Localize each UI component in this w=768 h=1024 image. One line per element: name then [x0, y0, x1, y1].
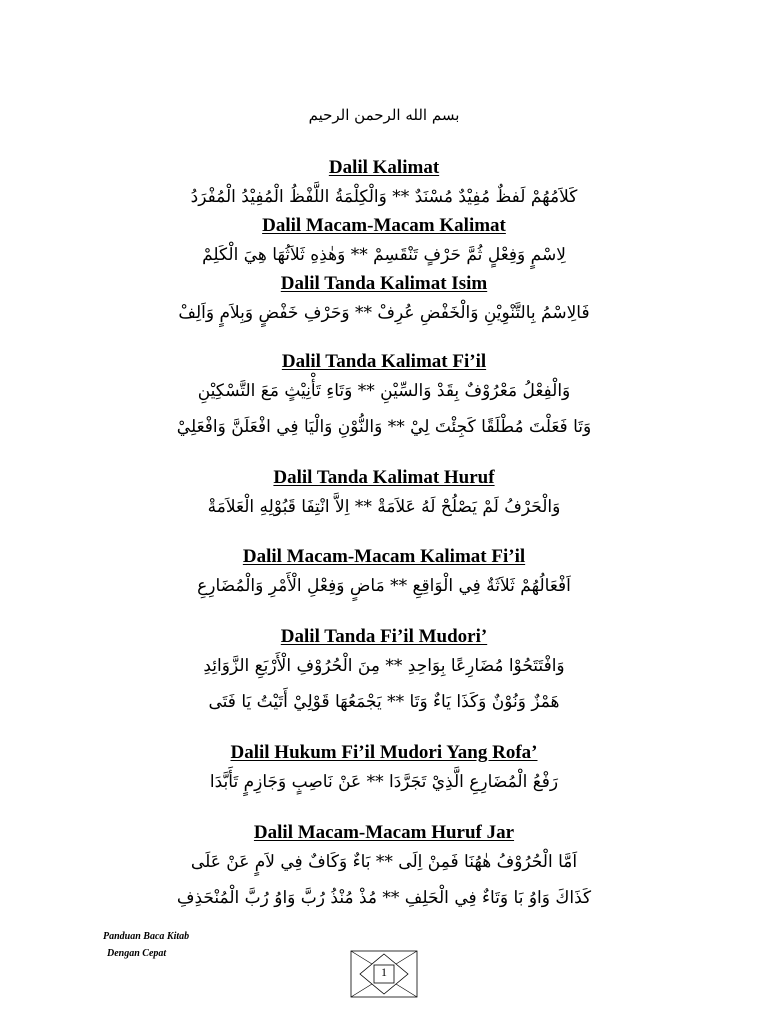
section-heading: Dalil Tanda Kalimat Fi’il [281, 351, 487, 372]
arabic-verse: وَافْتَتَحُوْا مُضَارِعًا بِوَاحِدِ ** مِنَ الْحُرُوْفِ الْأَرْبَعِ الزَّوَائِدِ [203, 656, 565, 676]
arabic-verse: وَالْحَرْفُ لَمْ يَصْلُحْ لَهُ عَلاَمَةْ ** اِلاَّ انْتِفَا قَبُوْلِهِ الْعَلاَمَةْ [207, 497, 561, 517]
arabic-verse: لِاسْمٍ وَفِعْلٍ ثُمَّ حَرْفٍ تَنْقَسِمْ ** وَهٰذِهِ ثَلاَثُهَا هِيَ الْكَلِمْ [202, 245, 566, 265]
arabic-verse: كَذَاكَ وَاوُ بَا وَتَاءٌ فِي الْحَلِفِ ** مُذْ مُنْذُ رُبَّ وَاوُ رُبَّ الْمُنْحَذِفِ [176, 888, 592, 908]
section-macam-fiil [0, 546, 768, 604]
footer-line: Panduan Baca Kitab [103, 931, 190, 942]
section-heading: Dalil Hukum Fi’il Mudori Yang Rofa’ [230, 742, 538, 763]
section-heading: Dalil Tanda Fi’il Mudori’ [280, 626, 488, 647]
section-dalil-kalimat [0, 157, 768, 215]
basmala: بسم الله الرحمن الرحيم [308, 106, 460, 124]
section-tanda-mudori [0, 626, 768, 720]
footer-title [103, 928, 189, 962]
section-heading: Dalil Macam-Macam Kalimat Fi’il [242, 546, 526, 567]
section-hukum-mudori [0, 742, 768, 800]
arabic-verse: وَتَا فَعَلْتَ مُطْلَقًا كَجِئْتَ لِيْ ** وَالنُّوْنِ وَالْيَا فِي افْعَلَنَّ وَافْعَلِيْ [176, 417, 592, 437]
arabic-verse: اَفْعَالُهُمْ ثَلاَثَةٌ فِي الْوَاقِعِ ** مَاضٍ وَفِعْلِ الْأَمْرِ وَالْمُضَارِعِ [197, 576, 571, 596]
arabic-verse: كَلاَمُهُمْ لَفظٌ مُفِيْدٌ مُسْنَدٌ ** وَالْكِلْمَةُ اللَّفْظُ الْمُفِيْدُ الْمُفْرَدُ [190, 187, 578, 207]
arabic-verse: هَمْزٌ وَنُوْنٌ وَكَذَا يَاءٌ وَتَا ** يَجْمَعُهَا قَوْلِيْ أَتَيْتُ يَا فَتَى [208, 692, 560, 712]
page-number-box [350, 950, 418, 998]
section-heading: Dalil Tanda Kalimat Isim [280, 273, 488, 294]
arabic-verse: فَالِاسْمُ بِالتَّنْوِيْنِ وَالْخَفْضِ عُرِفْ ** وَحَرْفِ خَفْضٍ وَبِلاَمٍ وَاَلِفْ [178, 303, 590, 323]
footer-line: Dengan Cepat [107, 948, 167, 959]
arabic-verse: اَمَّا الْحُرُوْفُ هٰهُنَا فَمِنْ اِلَى ** بَاءٌ وَكَافٌ فِي لاَمٍ عَنْ عَلَى [190, 852, 578, 872]
page-number: 1 [381, 965, 387, 979]
section-tanda-huruf [0, 467, 768, 525]
section-heading: Dalil Tanda Kalimat Huruf [273, 467, 495, 488]
section-heading: Dalil Macam-Macam Huruf Jar [253, 822, 515, 843]
section-macam-kalimat [0, 215, 768, 273]
arabic-verse: وَالْفِعْلُ مَعْرُوْفٌ بِقَدْ وَالسِّيْنِ ** وَتَاءِ تَأْنِيْثٍ مَعَ التَّسْكِيْنِ [197, 381, 571, 401]
section-heading: Dalil Macam-Macam Kalimat [262, 215, 506, 236]
section-heading: Dalil Kalimat [328, 157, 440, 178]
section-huruf-jar [0, 822, 768, 916]
arabic-verse: رَفْعُ الْمُضَارِعِ الَّذِيْ تَجَرَّدَا ** عَنْ نَاصِبٍ وَجَازِمٍ تَأَبَّدَا [209, 772, 559, 792]
section-tanda-isim [0, 273, 768, 331]
section-tanda-fiil [0, 351, 768, 445]
